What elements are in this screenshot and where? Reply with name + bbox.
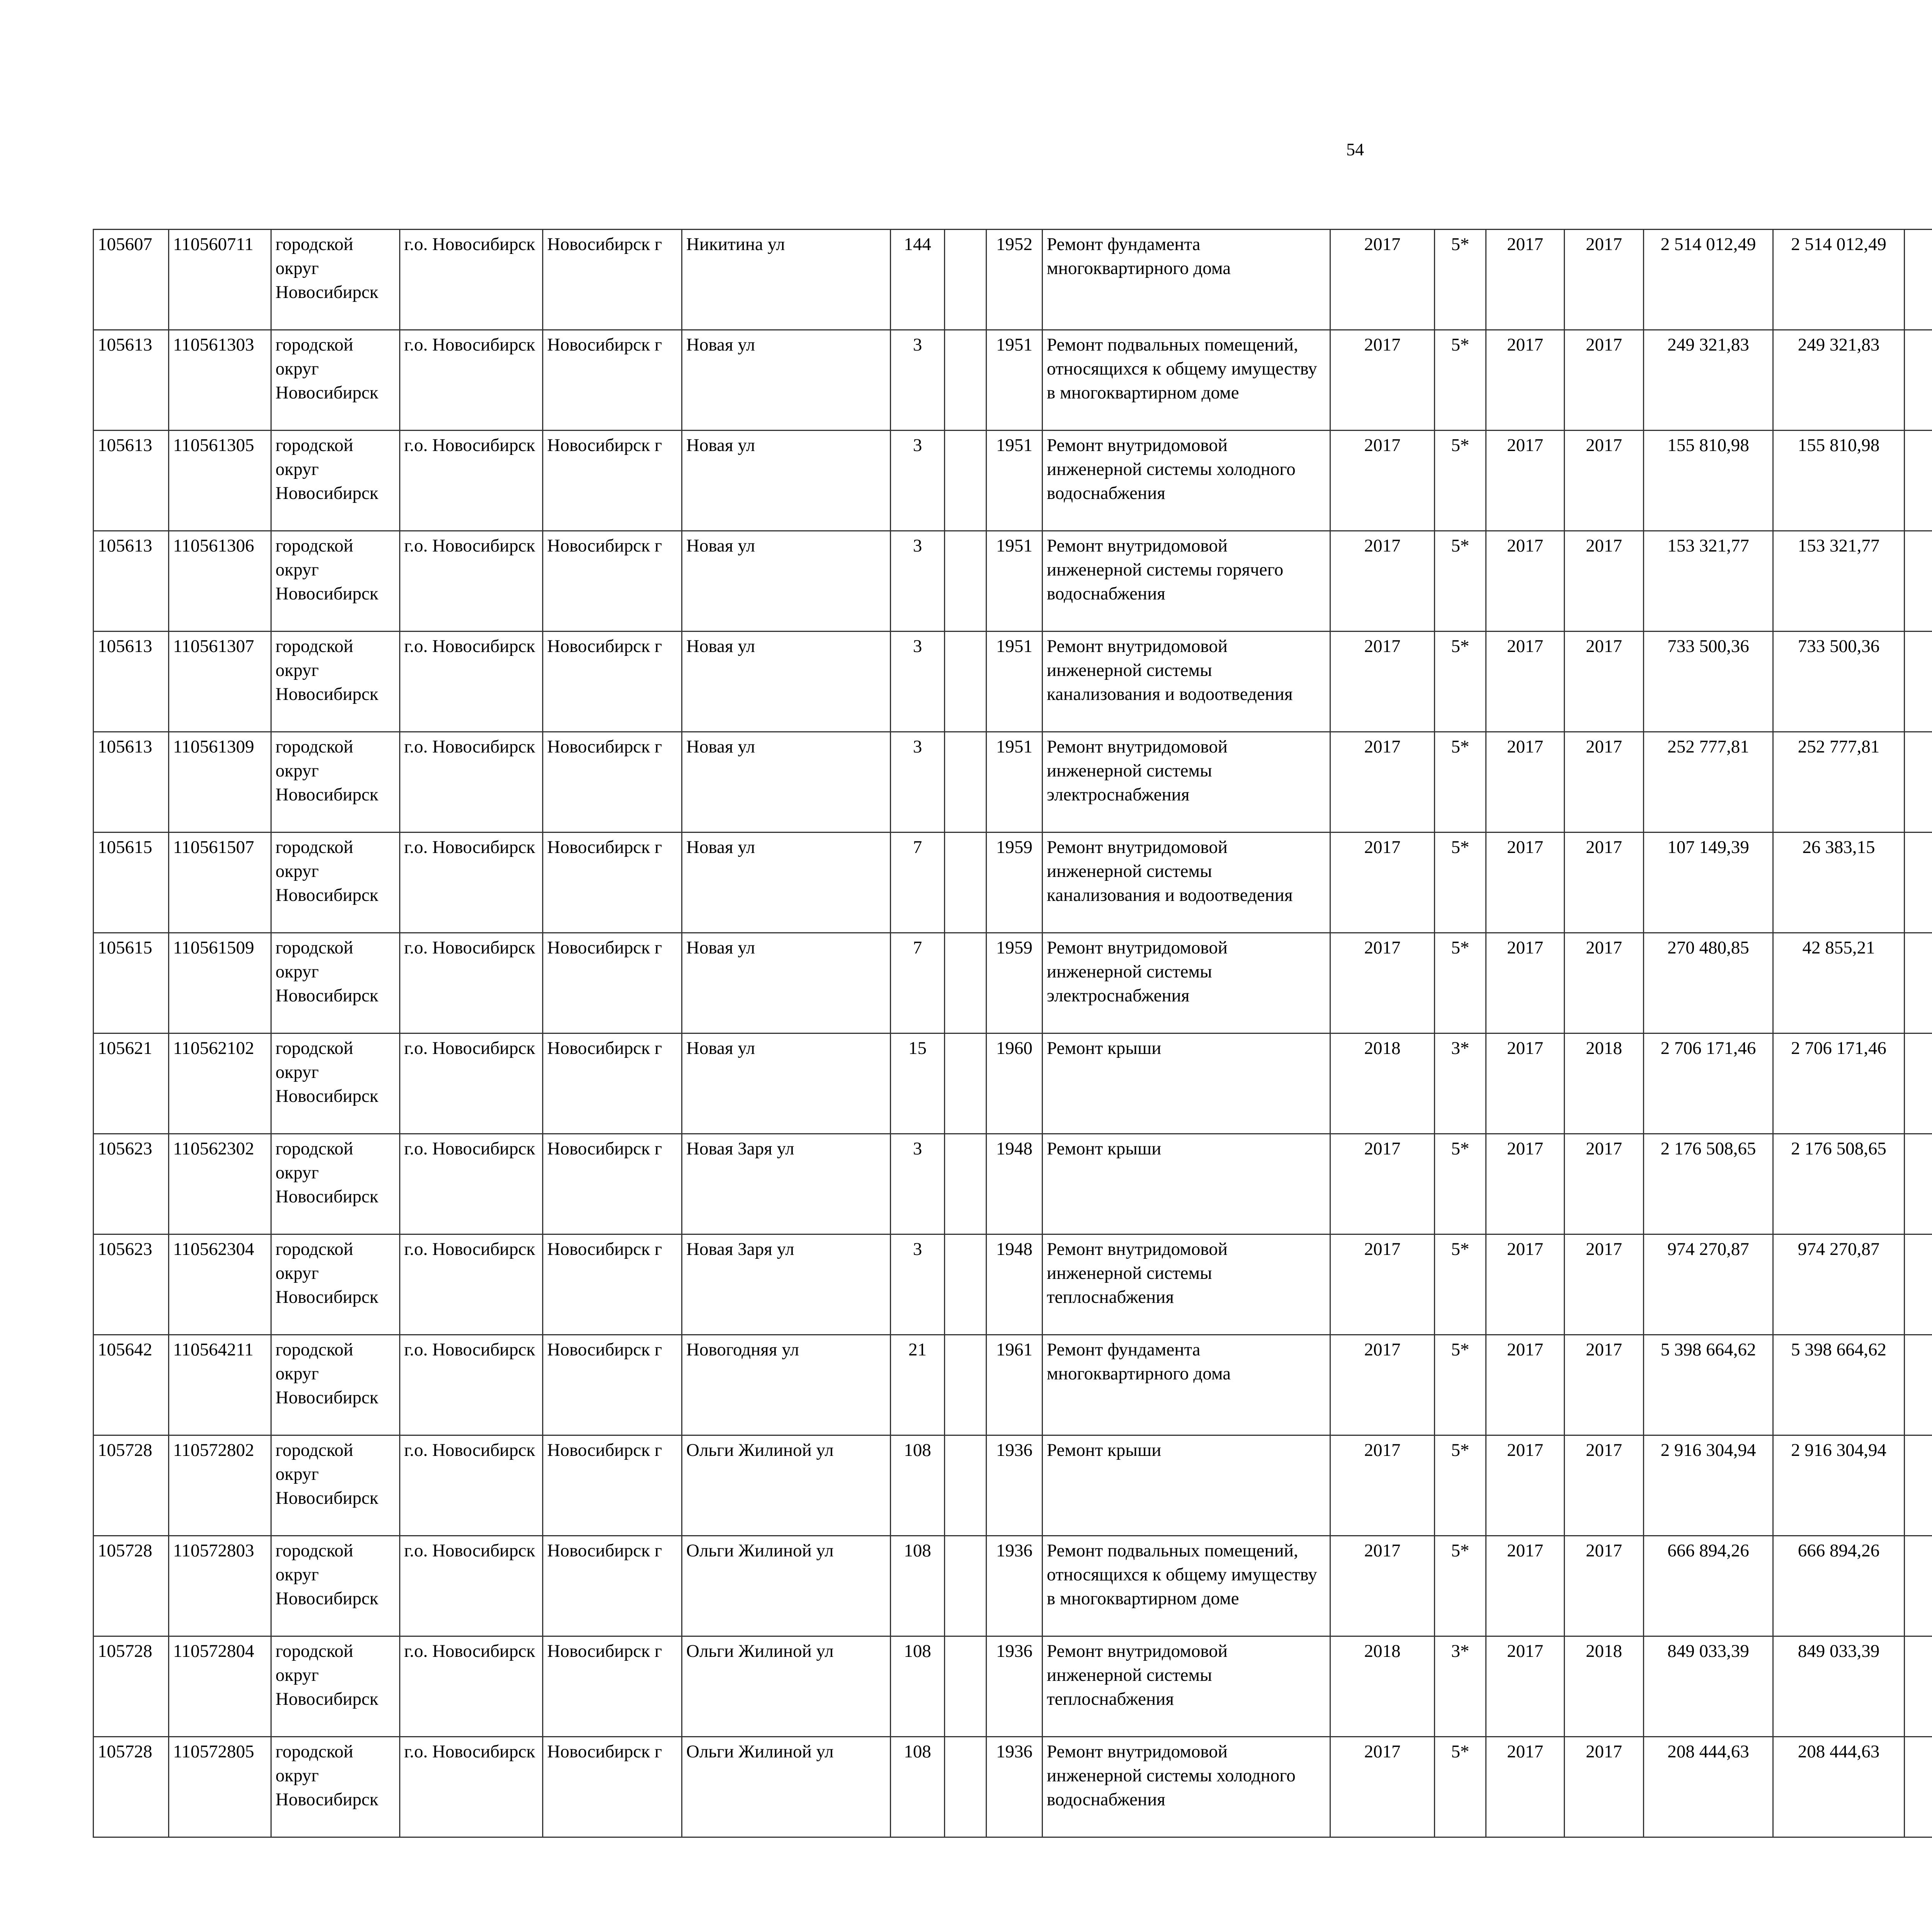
table-row: [94, 732, 1932, 833]
table-body: [94, 230, 1932, 1837]
cell-municipality: г.о. Новосибирск: [400, 330, 543, 431]
cell-cost-1: 666 894,26: [1773, 1536, 1905, 1636]
cell-id: 105621: [94, 1033, 169, 1134]
cell-city: Новосибирск г: [543, 1335, 682, 1435]
cell-code: 110562304: [169, 1234, 271, 1335]
cell-district: городской округ Новосибирск: [271, 1435, 400, 1536]
cell-year-end: 2018: [1565, 1033, 1644, 1134]
cell-total-cost: 849 033,39: [1644, 1636, 1773, 1737]
cell-total-cost: 2 706 171,46: [1644, 1033, 1773, 1134]
cell-municipality: г.о. Новосибирск: [400, 531, 543, 632]
cell-plan-year: 2017: [1330, 1335, 1435, 1435]
cell-code: 110572802: [169, 1435, 271, 1536]
cell-cost-2: [1905, 431, 1932, 531]
cell-building: [945, 230, 986, 330]
cell-year-end: 2017: [1565, 1134, 1644, 1234]
cell-work-type: Ремонт внутридомовой инженерной системы электроснабжения: [1043, 732, 1330, 833]
cell-build-year: 1951: [986, 732, 1043, 833]
cell-building: [945, 833, 986, 933]
cell-district: городской округ Новосибирск: [271, 230, 400, 330]
cell-work-type: Ремонт подвальных помещений, относящихся к общему имуществу в многоквартирном доме: [1043, 330, 1330, 431]
cell-district: городской округ Новосибирск: [271, 732, 400, 833]
cell-total-cost: 2 916 304,94: [1644, 1435, 1773, 1536]
cell-code: 110561305: [169, 431, 271, 531]
cell-cost-2: [1905, 1636, 1932, 1737]
cell-district: городской округ Новосибирск: [271, 330, 400, 431]
cell-build-year: 1952: [986, 230, 1043, 330]
cell-cost-2: [1905, 933, 1932, 1033]
cell-building: [945, 1033, 986, 1134]
cell-year-start: 2017: [1486, 1234, 1565, 1335]
cell-plan-year: 2018: [1330, 1033, 1435, 1134]
cell-street: Новогодняя ул: [682, 1335, 891, 1435]
cell-total-cost: 153 321,77: [1644, 531, 1773, 632]
cell-code: 110561309: [169, 732, 271, 833]
cell-plan-year: 2017: [1330, 632, 1435, 732]
cell-street: Ольги Жилиной ул: [682, 1435, 891, 1536]
cell-city: Новосибирск г: [543, 833, 682, 933]
cell-city: Новосибирск г: [543, 732, 682, 833]
cell-street: Новая ул: [682, 833, 891, 933]
cell-plan-year: 2017: [1330, 1536, 1435, 1636]
cell-id: 105615: [94, 833, 169, 933]
cell-build-year: 1951: [986, 531, 1043, 632]
cell-code: 110561306: [169, 531, 271, 632]
cell-district: городской округ Новосибирск: [271, 1636, 400, 1737]
cell-year-end: 2017: [1565, 431, 1644, 531]
table-row: [94, 431, 1932, 531]
cell-category: 5*: [1435, 330, 1486, 431]
cell-work-type: Ремонт внутридомовой инженерной системы теплоснабжения: [1043, 1636, 1330, 1737]
cell-code: 110572803: [169, 1536, 271, 1636]
cell-code: 110560711: [169, 230, 271, 330]
cell-street: Новая Заря ул: [682, 1134, 891, 1234]
cell-work-type: Ремонт внутридомовой инженерной системы электроснабжения: [1043, 933, 1330, 1033]
cell-plan-year: 2017: [1330, 833, 1435, 933]
cell-work-type: Ремонт внутридомовой инженерной системы теплоснабжения: [1043, 1234, 1330, 1335]
cell-category: 5*: [1435, 632, 1486, 732]
cell-id: 105728: [94, 1536, 169, 1636]
cell-category: 5*: [1435, 1737, 1486, 1837]
table-row: [94, 1134, 1932, 1234]
cell-cost-2: [1905, 1435, 1932, 1536]
cell-build-year: 1948: [986, 1134, 1043, 1234]
cell-street: Ольги Жилиной ул: [682, 1536, 891, 1636]
cell-municipality: г.о. Новосибирск: [400, 230, 543, 330]
cell-year-end: 2017: [1565, 330, 1644, 431]
cell-municipality: г.о. Новосибирск: [400, 1234, 543, 1335]
cell-street: Новая ул: [682, 431, 891, 531]
cell-plan-year: 2018: [1330, 1636, 1435, 1737]
cell-house: 21: [891, 1335, 945, 1435]
cell-id: 105623: [94, 1234, 169, 1335]
cell-total-cost: 252 777,81: [1644, 732, 1773, 833]
cell-total-cost: 733 500,36: [1644, 632, 1773, 732]
cell-year-start: 2017: [1486, 1435, 1565, 1536]
cell-building: [945, 1435, 986, 1536]
cell-year-start: 2017: [1486, 1134, 1565, 1234]
cell-build-year: 1959: [986, 833, 1043, 933]
cell-district: городской округ Новосибирск: [271, 431, 400, 531]
cell-house: 108: [891, 1435, 945, 1536]
cell-municipality: г.о. Новосибирск: [400, 732, 543, 833]
cell-code: 110564211: [169, 1335, 271, 1435]
cell-year-start: 2017: [1486, 933, 1565, 1033]
cell-year-end: 2018: [1565, 1636, 1644, 1737]
cell-id: 105613: [94, 732, 169, 833]
cell-cost-2: [1905, 1134, 1932, 1234]
cell-plan-year: 2017: [1330, 1737, 1435, 1837]
cell-build-year: 1936: [986, 1536, 1043, 1636]
cell-district: городской округ Новосибирск: [271, 1536, 400, 1636]
cell-code: 110561303: [169, 330, 271, 431]
cell-street: Ольги Жилиной ул: [682, 1636, 891, 1737]
table-row: [94, 1435, 1932, 1536]
cell-work-type: Ремонт крыши: [1043, 1033, 1330, 1134]
table-row: [94, 833, 1932, 933]
cell-building: [945, 732, 986, 833]
cell-municipality: г.о. Новосибирск: [400, 1033, 543, 1134]
cell-build-year: 1936: [986, 1435, 1043, 1536]
cell-building: [945, 1234, 986, 1335]
cell-year-end: 2017: [1565, 933, 1644, 1033]
cell-id: 105613: [94, 531, 169, 632]
cell-year-start: 2017: [1486, 531, 1565, 632]
cell-building: [945, 1536, 986, 1636]
cell-id: 105728: [94, 1435, 169, 1536]
cell-city: Новосибирск г: [543, 1134, 682, 1234]
cell-work-type: Ремонт внутридомовой инженерной системы канализования и водоотведения: [1043, 632, 1330, 732]
cell-cost-2: [1905, 531, 1932, 632]
cell-work-type: Ремонт фундамента многоквартирного дома: [1043, 1335, 1330, 1435]
cell-category: 3*: [1435, 1033, 1486, 1134]
cell-district: городской округ Новосибирск: [271, 1033, 400, 1134]
cell-total-cost: 5 398 664,62: [1644, 1335, 1773, 1435]
cell-work-type: Ремонт внутридомовой инженерной системы канализования и водоотведения: [1043, 833, 1330, 933]
table-row: [94, 1335, 1932, 1435]
cell-house: 3: [891, 531, 945, 632]
cell-year-start: 2017: [1486, 732, 1565, 833]
cell-cost-2: [1905, 632, 1932, 732]
table-row: [94, 1636, 1932, 1737]
cell-year-start: 2017: [1486, 632, 1565, 732]
cell-year-end: 2017: [1565, 1335, 1644, 1435]
cell-year-end: 2017: [1565, 1737, 1644, 1837]
cell-municipality: г.о. Новосибирск: [400, 1335, 543, 1435]
cell-city: Новосибирск г: [543, 230, 682, 330]
cell-house: 15: [891, 1033, 945, 1134]
cell-municipality: г.о. Новосибирск: [400, 833, 543, 933]
cell-building: [945, 1636, 986, 1737]
cell-year-end: 2017: [1565, 1234, 1644, 1335]
cell-work-type: Ремонт фундамента многоквартирного дома: [1043, 230, 1330, 330]
cell-year-start: 2017: [1486, 833, 1565, 933]
cell-build-year: 1951: [986, 431, 1043, 531]
cell-year-end: 2017: [1565, 1435, 1644, 1536]
table-row: [94, 1234, 1932, 1335]
cell-city: Новосибирск г: [543, 330, 682, 431]
cell-cost-1: 974 270,87: [1773, 1234, 1905, 1335]
cell-house: 3: [891, 1134, 945, 1234]
cell-cost-1: 733 500,36: [1773, 632, 1905, 732]
cell-municipality: г.о. Новосибирск: [400, 1134, 543, 1234]
cell-build-year: 1951: [986, 330, 1043, 431]
cell-year-end: 2017: [1565, 632, 1644, 732]
cell-cost-1: 2 514 012,49: [1773, 230, 1905, 330]
cell-work-type: Ремонт внутридомовой инженерной системы холодного водоснабжения: [1043, 1737, 1330, 1837]
cell-building: [945, 431, 986, 531]
cell-build-year: 1959: [986, 933, 1043, 1033]
cell-total-cost: 107 149,39: [1644, 833, 1773, 933]
cell-code: 110572804: [169, 1636, 271, 1737]
cell-district: городской округ Новосибирск: [271, 632, 400, 732]
cell-id: 105613: [94, 632, 169, 732]
cell-total-cost: 974 270,87: [1644, 1234, 1773, 1335]
cell-city: Новосибирск г: [543, 1737, 682, 1837]
cell-city: Новосибирск г: [543, 531, 682, 632]
cell-plan-year: 2017: [1330, 230, 1435, 330]
cell-municipality: г.о. Новосибирск: [400, 1737, 543, 1837]
cell-id: 105613: [94, 431, 169, 531]
cell-building: [945, 330, 986, 431]
cell-cost-2: [1905, 1737, 1932, 1837]
cell-city: Новосибирск г: [543, 1033, 682, 1134]
cell-build-year: 1960: [986, 1033, 1043, 1134]
cell-year-end: 2017: [1565, 833, 1644, 933]
cell-work-type: Ремонт подвальных помещений, относящихся к общему имуществу в многоквартирном доме: [1043, 1536, 1330, 1636]
cell-cost-1: 249 321,83: [1773, 330, 1905, 431]
cell-year-start: 2017: [1486, 330, 1565, 431]
cell-building: [945, 632, 986, 732]
cell-district: городской округ Новосибирск: [271, 833, 400, 933]
cell-build-year: 1936: [986, 1737, 1043, 1837]
cell-cost-1: 42 855,21: [1773, 933, 1905, 1033]
cell-city: Новосибирск г: [543, 1234, 682, 1335]
cell-cost-1: 153 321,77: [1773, 531, 1905, 632]
cell-id: 105623: [94, 1134, 169, 1234]
cell-street: Новая ул: [682, 732, 891, 833]
cell-house: 108: [891, 1536, 945, 1636]
cell-city: Новосибирск г: [543, 632, 682, 732]
cell-cost-2: [1905, 732, 1932, 833]
cell-building: [945, 531, 986, 632]
cell-code: 110561509: [169, 933, 271, 1033]
cell-year-start: 2017: [1486, 1335, 1565, 1435]
cell-work-type: Ремонт внутридомовой инженерной системы холодного водоснабжения: [1043, 431, 1330, 531]
cell-street: Новая ул: [682, 933, 891, 1033]
cell-cost-2: [1905, 230, 1932, 330]
cell-total-cost: 208 444,63: [1644, 1737, 1773, 1837]
cell-cost-2: [1905, 1335, 1932, 1435]
cell-category: 5*: [1435, 1536, 1486, 1636]
cell-plan-year: 2017: [1330, 330, 1435, 431]
cell-build-year: 1961: [986, 1335, 1043, 1435]
cell-district: городской округ Новосибирск: [271, 933, 400, 1033]
cell-work-type: Ремонт крыши: [1043, 1134, 1330, 1234]
cell-category: 5*: [1435, 531, 1486, 632]
cell-category: 5*: [1435, 230, 1486, 330]
cell-building: [945, 1335, 986, 1435]
cell-plan-year: 2017: [1330, 431, 1435, 531]
cell-code: 110561307: [169, 632, 271, 732]
cell-street: Новая ул: [682, 632, 891, 732]
cell-municipality: г.о. Новосибирск: [400, 431, 543, 531]
cell-cost-1: 2 916 304,94: [1773, 1435, 1905, 1536]
cell-street: Новая ул: [682, 531, 891, 632]
cell-id: 105615: [94, 933, 169, 1033]
cell-plan-year: 2017: [1330, 1134, 1435, 1234]
cell-year-start: 2017: [1486, 1033, 1565, 1134]
cell-plan-year: 2017: [1330, 933, 1435, 1033]
cell-id: 105728: [94, 1636, 169, 1737]
cell-cost-2: [1905, 833, 1932, 933]
cell-year-start: 2017: [1486, 230, 1565, 330]
cell-street: Новая Заря ул: [682, 1234, 891, 1335]
cell-cost-2: [1905, 1536, 1932, 1636]
cell-category: 3*: [1435, 1636, 1486, 1737]
cell-district: городской округ Новосибирск: [271, 1737, 400, 1837]
cell-cost-1: 849 033,39: [1773, 1636, 1905, 1737]
cell-total-cost: 270 480,85: [1644, 933, 1773, 1033]
cell-code: 110562302: [169, 1134, 271, 1234]
cell-municipality: г.о. Новосибирск: [400, 632, 543, 732]
table-row: [94, 330, 1932, 431]
cell-house: 3: [891, 632, 945, 732]
cell-building: [945, 1134, 986, 1234]
table-row: [94, 1737, 1932, 1837]
cell-city: Новосибирск г: [543, 933, 682, 1033]
cell-build-year: 1951: [986, 632, 1043, 732]
cell-total-cost: 2 514 012,49: [1644, 230, 1773, 330]
cell-house: 108: [891, 1737, 945, 1837]
cell-building: [945, 1737, 986, 1837]
cell-street: Новая ул: [682, 1033, 891, 1134]
cell-code: 110562102: [169, 1033, 271, 1134]
cell-id: 105613: [94, 330, 169, 431]
cell-district: городской округ Новосибирск: [271, 1134, 400, 1234]
cell-cost-1: 5 398 664,62: [1773, 1335, 1905, 1435]
cell-building: [945, 933, 986, 1033]
cell-municipality: г.о. Новосибирск: [400, 1536, 543, 1636]
table-row: [94, 230, 1932, 330]
cell-category: 5*: [1435, 732, 1486, 833]
cell-total-cost: 2 176 508,65: [1644, 1134, 1773, 1234]
cell-house: 7: [891, 933, 945, 1033]
cell-cost-2: [1905, 1234, 1932, 1335]
cell-house: 3: [891, 330, 945, 431]
cell-plan-year: 2017: [1330, 1234, 1435, 1335]
cell-category: 5*: [1435, 1435, 1486, 1536]
cell-cost-1: 2 706 171,46: [1773, 1033, 1905, 1134]
cell-id: 105607: [94, 230, 169, 330]
cell-category: 5*: [1435, 1335, 1486, 1435]
cell-total-cost: 666 894,26: [1644, 1536, 1773, 1636]
cell-cost-1: 2 176 508,65: [1773, 1134, 1905, 1234]
table-row: [94, 933, 1932, 1033]
cell-house: 144: [891, 230, 945, 330]
cell-municipality: г.о. Новосибирск: [400, 1636, 543, 1737]
cell-city: Новосибирск г: [543, 1435, 682, 1536]
cell-category: 5*: [1435, 1234, 1486, 1335]
cell-work-type: Ремонт крыши: [1043, 1435, 1330, 1536]
cell-cost-2: [1905, 330, 1932, 431]
cell-year-end: 2017: [1565, 1536, 1644, 1636]
cell-street: Новая ул: [682, 330, 891, 431]
cell-year-start: 2017: [1486, 1536, 1565, 1636]
cell-id: 105642: [94, 1335, 169, 1435]
cell-year-end: 2017: [1565, 230, 1644, 330]
cell-plan-year: 2017: [1330, 1435, 1435, 1536]
table-row: [94, 1536, 1932, 1636]
page-number: 54: [1346, 140, 1364, 159]
cell-municipality: г.о. Новосибирск: [400, 1435, 543, 1536]
cell-category: 5*: [1435, 431, 1486, 531]
cell-year-end: 2017: [1565, 732, 1644, 833]
cell-total-cost: 155 810,98: [1644, 431, 1773, 531]
cell-house: 3: [891, 732, 945, 833]
cell-plan-year: 2017: [1330, 531, 1435, 632]
cell-code: 110561507: [169, 833, 271, 933]
cell-city: Новосибирск г: [543, 1536, 682, 1636]
cell-cost-1: 26 383,15: [1773, 833, 1905, 933]
table-row: [94, 1033, 1932, 1134]
cell-total-cost: 249 321,83: [1644, 330, 1773, 431]
cell-house: 108: [891, 1636, 945, 1737]
cell-city: Новосибирск г: [543, 431, 682, 531]
cell-year-start: 2017: [1486, 1737, 1565, 1837]
cell-cost-2: [1905, 1033, 1932, 1134]
cell-cost-1: 252 777,81: [1773, 732, 1905, 833]
cell-street: Никитина ул: [682, 230, 891, 330]
cell-code: 110572805: [169, 1737, 271, 1837]
cell-district: городской округ Новосибирск: [271, 531, 400, 632]
cell-street: Ольги Жилиной ул: [682, 1737, 891, 1837]
cell-id: 105728: [94, 1737, 169, 1837]
cell-district: городской округ Новосибирск: [271, 1234, 400, 1335]
cell-city: Новосибирск г: [543, 1636, 682, 1737]
cell-house: 3: [891, 431, 945, 531]
cell-category: 5*: [1435, 933, 1486, 1033]
cell-build-year: 1936: [986, 1636, 1043, 1737]
cell-year-start: 2017: [1486, 431, 1565, 531]
table-row: [94, 531, 1932, 632]
cell-year-start: 2017: [1486, 1636, 1565, 1737]
cell-municipality: г.о. Новосибирск: [400, 933, 543, 1033]
cell-category: 5*: [1435, 833, 1486, 933]
table-row: [94, 632, 1932, 732]
cell-category: 5*: [1435, 1134, 1486, 1234]
cell-house: 7: [891, 833, 945, 933]
cell-district: городской округ Новосибирск: [271, 1335, 400, 1435]
cell-year-end: 2017: [1565, 531, 1644, 632]
cell-work-type: Ремонт внутридомовой инженерной системы горячего водоснабжения: [1043, 531, 1330, 632]
cell-cost-1: 155 810,98: [1773, 431, 1905, 531]
cell-plan-year: 2017: [1330, 732, 1435, 833]
repair-program-table: [93, 229, 1932, 1838]
cell-house: 3: [891, 1234, 945, 1335]
cell-build-year: 1948: [986, 1234, 1043, 1335]
cell-cost-1: 208 444,63: [1773, 1737, 1905, 1837]
